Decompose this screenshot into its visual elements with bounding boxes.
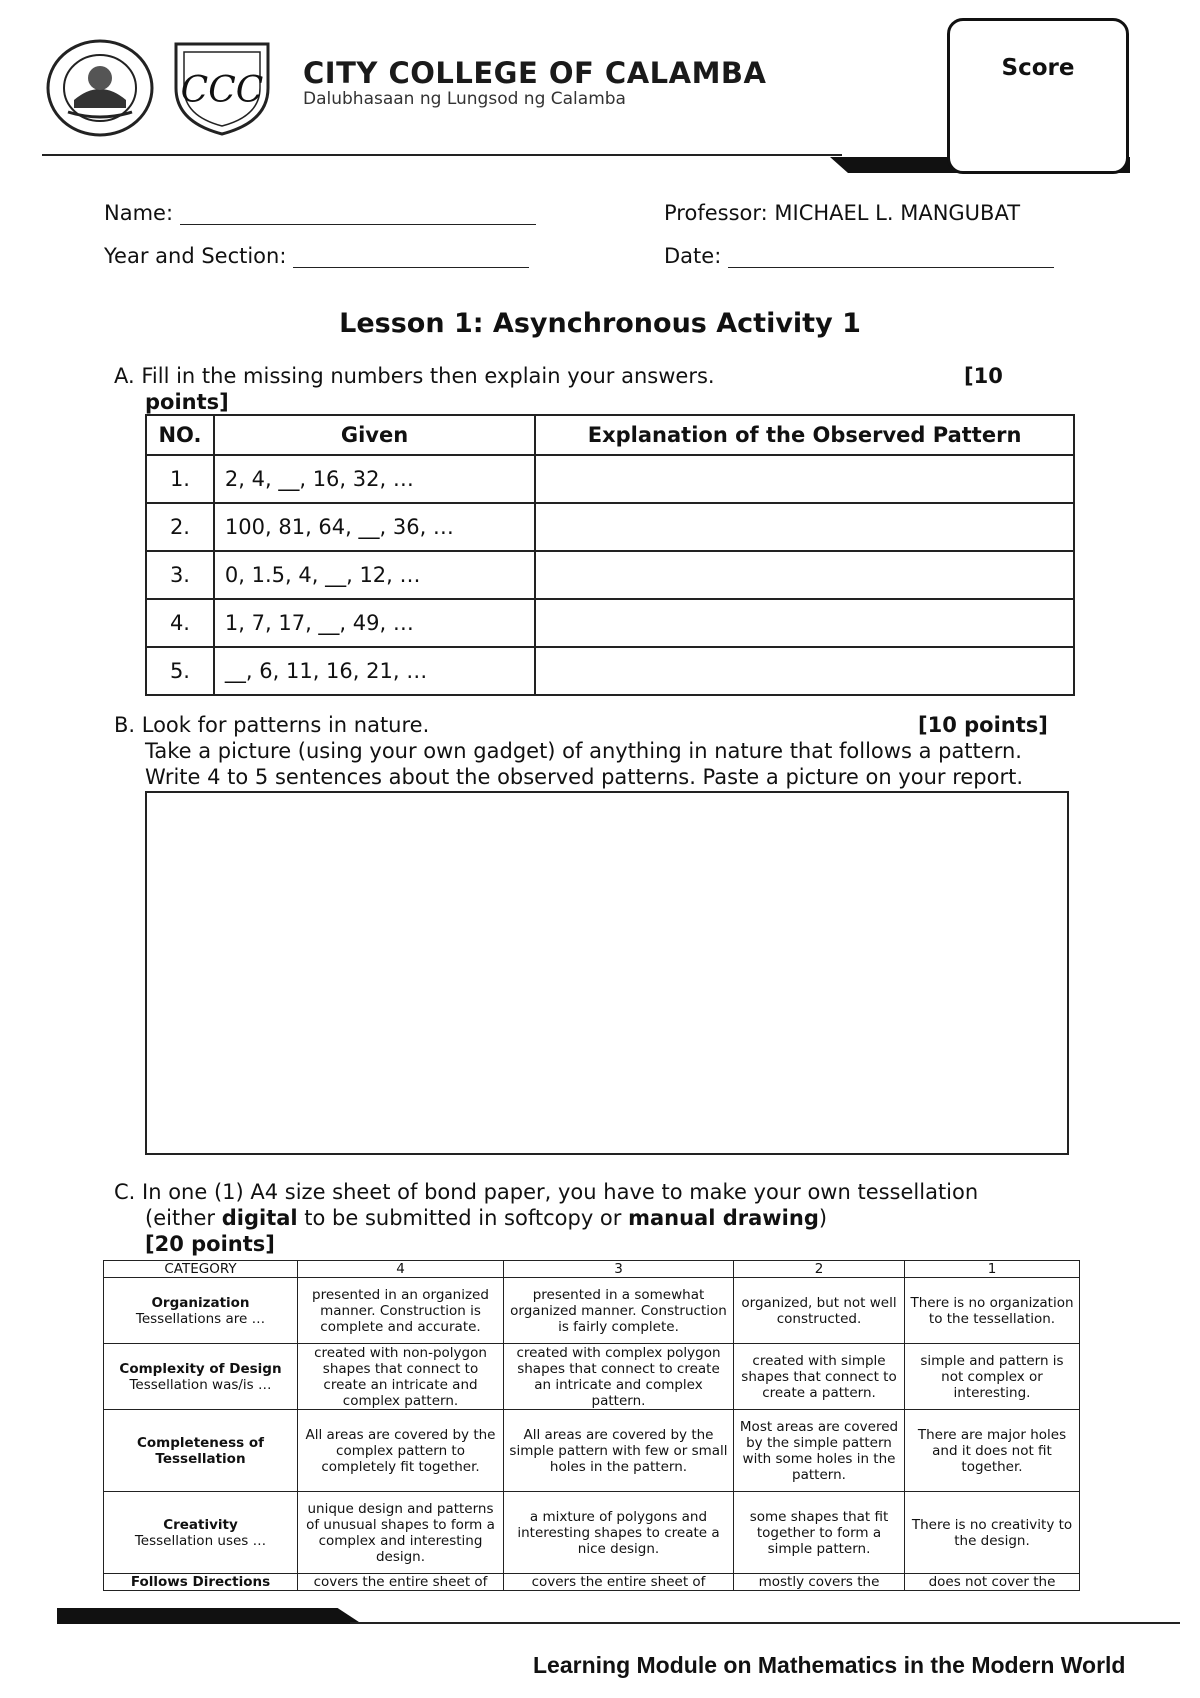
rubric-category-name: Organization	[151, 1294, 250, 1311]
rubric-cell-4: All areas are covered by the complex pattern to completely fit together.	[298, 1410, 504, 1492]
part-a-instruction: A. Fill in the missing numbers then explain your answers.	[114, 364, 715, 388]
page-title: Lesson 1: Asynchronous Activity 1	[339, 308, 861, 339]
table-row	[146, 647, 1074, 695]
part-b-points: [10 points]	[918, 713, 1048, 737]
table-row	[146, 455, 1074, 503]
header-divider	[42, 154, 842, 156]
rubric-category	[104, 1574, 298, 1591]
part-a-points-cont: points]	[145, 390, 229, 414]
rubric-cell-3: covers the entire sheet of	[504, 1574, 734, 1591]
name-blank[interactable]	[180, 202, 536, 225]
rubric-header-1: 1	[905, 1261, 1080, 1278]
date-label: Date:	[664, 244, 722, 268]
part-c-text-c: to be submitted in softcopy or	[297, 1206, 629, 1230]
part-c-points: [20 points]	[145, 1232, 275, 1256]
part-b-line2: Write 4 to 5 sentences about the observed patterns. Paste a picture on your report.	[145, 765, 1024, 789]
year-section-blank[interactable]	[293, 245, 529, 268]
rubric-cell-1: There are major holes and it does not fit together.	[905, 1410, 1080, 1492]
rubric-category	[104, 1344, 298, 1410]
header-no: NO.	[146, 415, 214, 455]
part-c-manual: manual drawing	[628, 1206, 819, 1230]
rubric-cell-1: simple and pattern is not complex or interesting.	[905, 1344, 1080, 1410]
row-given: 1, 7, 17, __, 49, …	[214, 599, 535, 647]
rubric-category-name: Completeness of Tessellation	[137, 1434, 264, 1467]
rubric-cell-1: There is no creativity to the design.	[905, 1492, 1080, 1574]
rubric-cell-2: Most areas are covered by the simple pattern with some holes in the pattern.	[734, 1410, 905, 1492]
picture-paste-box[interactable]	[145, 791, 1069, 1155]
year-section-field	[104, 244, 529, 268]
name-label: Name:	[104, 201, 174, 225]
rubric-cell-3: presented in a somewhat organized manner. Construction is fairly complete.	[504, 1278, 734, 1344]
row-explanation[interactable]	[535, 551, 1074, 599]
college-subtitle: Dalubhasaan ng Lungsod ng Calamba	[303, 89, 626, 109]
rubric-cell-4: covers the entire sheet of	[298, 1574, 504, 1591]
row-given: __, 6, 11, 16, 21, …	[214, 647, 535, 695]
footer-title: Learning Module on Mathematics in the Modern World	[533, 1652, 1126, 1678]
row-explanation[interactable]	[535, 503, 1074, 551]
part-b-instruction: B. Look for patterns in nature.	[114, 713, 430, 737]
table-row	[146, 551, 1074, 599]
rubric-category-name: Complexity of Design	[119, 1360, 282, 1377]
professor-field	[664, 201, 1020, 225]
rubric-cell-4: presented in an organized manner. Construction is complete and accurate.	[298, 1278, 504, 1344]
rubric-row	[104, 1278, 1080, 1344]
rubric-row	[104, 1410, 1080, 1492]
rubric-row	[104, 1492, 1080, 1574]
footer-band	[57, 1608, 362, 1624]
rubric-cell-4: created with non-polygon shapes that connect to create an intricate and complex pattern.	[298, 1344, 504, 1410]
row-explanation[interactable]	[535, 647, 1074, 695]
rubric-table	[103, 1260, 1080, 1591]
rubric-category-sub: Tessellations are …	[135, 1310, 266, 1327]
table-row	[146, 503, 1074, 551]
rubric-category-sub: Tessellation uses …	[134, 1532, 267, 1549]
pattern-table	[145, 414, 1075, 696]
score-label: Score	[1001, 55, 1075, 81]
row-number: 5.	[146, 647, 214, 695]
part-c-text-a: (either	[145, 1206, 222, 1230]
row-number: 4.	[146, 599, 214, 647]
svg-text:CCC: CCC	[180, 70, 264, 111]
rubric-header-2: 2	[734, 1261, 905, 1278]
rubric-category-name: Creativity	[163, 1516, 238, 1533]
part-c-digital: digital	[221, 1206, 298, 1230]
score-box	[947, 18, 1129, 174]
row-given: 100, 81, 64, __, 36, …	[214, 503, 535, 551]
pattern-table-header	[146, 415, 1074, 455]
part-c-line1: C. In one (1) A4 size sheet of bond paper, you have to make your own tessellation	[114, 1180, 979, 1204]
table-row	[146, 599, 1074, 647]
rubric-header-4: 4	[298, 1261, 504, 1278]
rubric-cell-2: organized, but not well constructed.	[734, 1278, 905, 1344]
rubric-row	[104, 1344, 1080, 1410]
row-given: 0, 1.5, 4, __, 12, …	[214, 551, 535, 599]
part-c-line2	[145, 1206, 827, 1230]
city-seal-logo	[44, 38, 156, 138]
header-given: Given	[214, 415, 535, 455]
rubric-category	[104, 1410, 298, 1492]
rubric-row	[104, 1574, 1080, 1591]
part-b-line1: Take a picture (using your own gadget) of anything in nature that follows a pattern.	[145, 739, 1022, 763]
professor-value: MICHAEL L. MANGUBAT	[774, 201, 1021, 225]
row-explanation[interactable]	[535, 455, 1074, 503]
rubric-cell-2: some shapes that fit together to form a simple pattern.	[734, 1492, 905, 1574]
rubric-cell-2: mostly covers the	[734, 1574, 905, 1591]
college-crest-logo	[170, 36, 274, 136]
rubric-header	[104, 1261, 1080, 1278]
rubric-category-name: Follows Directions	[130, 1574, 271, 1590]
rubric-header-3: 3	[504, 1261, 734, 1278]
header-explanation: Explanation of the Observed Pattern	[535, 415, 1074, 455]
rubric-cell-4: unique design and patterns of unusual shapes to form a complex and interesting design.	[298, 1492, 504, 1574]
row-given: 2, 4, __, 16, 32, …	[214, 455, 535, 503]
row-number: 2.	[146, 503, 214, 551]
rubric-cell-3: created with complex polygon shapes that connect to create an intricate and complex pattern.	[504, 1344, 734, 1410]
rubric-category	[104, 1492, 298, 1574]
college-name: CITY COLLEGE OF CALAMBA	[303, 56, 767, 90]
year-section-label: Year and Section:	[104, 244, 287, 268]
date-blank[interactable]	[728, 245, 1054, 268]
rubric-cell-1: There is no organization to the tessellation.	[905, 1278, 1080, 1344]
footer-divider	[350, 1622, 1180, 1624]
rubric-cell-3: All areas are covered by the simple pattern with few or small holes in the pattern.	[504, 1410, 734, 1492]
row-number: 3.	[146, 551, 214, 599]
rubric-cell-1: does not cover the	[905, 1574, 1080, 1591]
rubric-cell-2: created with simple shapes that connect to create a pattern.	[734, 1344, 905, 1410]
rubric-cell-3: a mixture of polygons and interesting shapes to create a nice design.	[504, 1492, 734, 1574]
row-number: 1.	[146, 455, 214, 503]
part-a-points: [10	[964, 364, 1003, 388]
rubric-category-sub: Tessellation was/is …	[129, 1376, 272, 1393]
rubric-category	[104, 1278, 298, 1344]
name-field	[104, 201, 536, 225]
professor-label: Professor:	[664, 201, 768, 225]
part-c-text-e: )	[818, 1206, 828, 1230]
date-field	[664, 244, 1054, 268]
rubric-header-category: CATEGORY	[104, 1261, 298, 1278]
row-explanation[interactable]	[535, 599, 1074, 647]
